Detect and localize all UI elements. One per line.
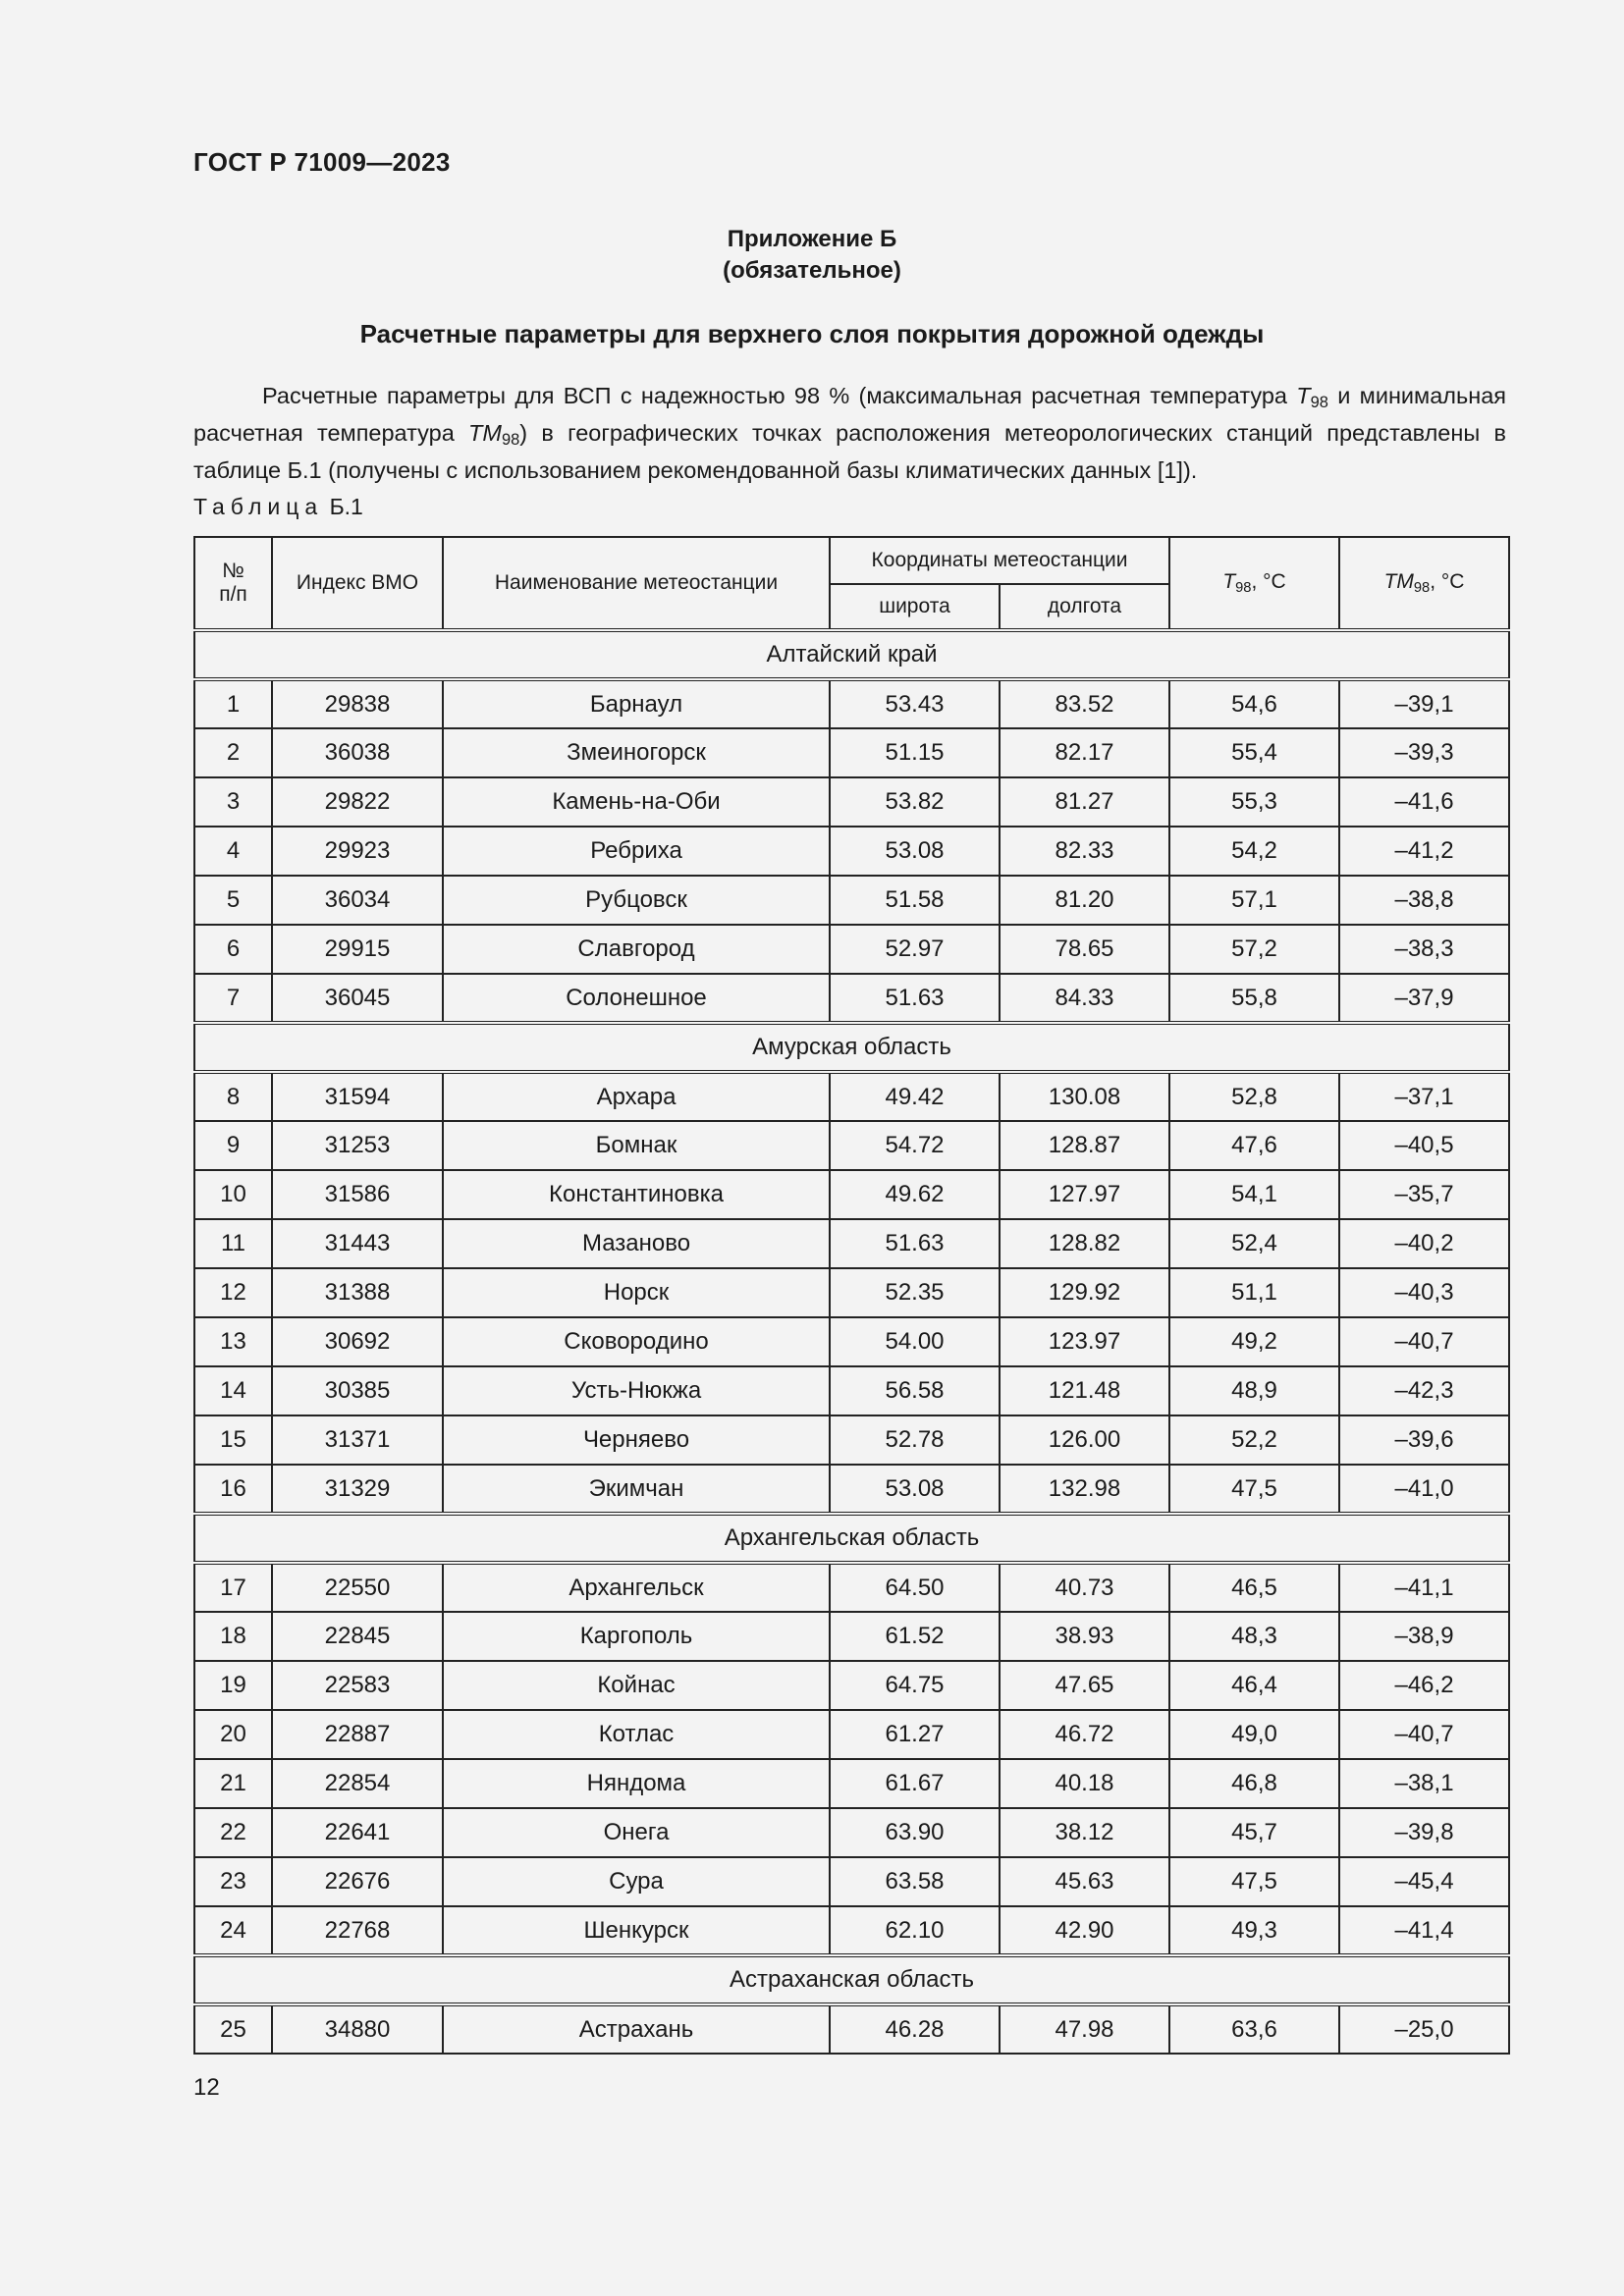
cell-num: 10 xyxy=(194,1170,272,1219)
cell-index: 22550 xyxy=(272,1563,443,1612)
cell-latitude: 46.28 xyxy=(830,2004,1000,2054)
cell-t98: 55,3 xyxy=(1169,777,1339,827)
cell-num: 6 xyxy=(194,925,272,974)
cell-longitude: 38.93 xyxy=(1000,1612,1169,1661)
cell-latitude: 54.72 xyxy=(830,1121,1000,1170)
cell-longitude: 47.98 xyxy=(1000,2004,1169,2054)
cell-num: 8 xyxy=(194,1072,272,1121)
cell-index: 22845 xyxy=(272,1612,443,1661)
cell-longitude: 81.20 xyxy=(1000,876,1169,925)
cell-tm98: –40,7 xyxy=(1339,1710,1509,1759)
cell-tm98: –38,8 xyxy=(1339,876,1509,925)
cell-latitude: 52.97 xyxy=(830,925,1000,974)
cell-latitude: 53.08 xyxy=(830,827,1000,876)
cell-index: 31443 xyxy=(272,1219,443,1268)
table-row xyxy=(194,1465,1509,1514)
cell-t98: 54,6 xyxy=(1169,679,1339,728)
cell-longitude: 129.92 xyxy=(1000,1268,1169,1317)
cell-longitude: 128.87 xyxy=(1000,1121,1169,1170)
cell-longitude: 45.63 xyxy=(1000,1857,1169,1906)
cell-tm98: –35,7 xyxy=(1339,1170,1509,1219)
table-row xyxy=(194,1612,1509,1661)
cell-num: 16 xyxy=(194,1465,272,1514)
header-station-name: Наименование метеостанции xyxy=(443,537,830,630)
cell-latitude: 49.62 xyxy=(830,1170,1000,1219)
region-name: Амурская область xyxy=(194,1023,1509,1072)
table-row xyxy=(194,2004,1509,2054)
cell-num: 2 xyxy=(194,728,272,777)
cell-t98: 47,5 xyxy=(1169,1857,1339,1906)
cell-t98: 57,2 xyxy=(1169,925,1339,974)
table-row xyxy=(194,1808,1509,1857)
cell-index: 29915 xyxy=(272,925,443,974)
cell-longitude: 132.98 xyxy=(1000,1465,1169,1514)
table-row xyxy=(194,777,1509,827)
cell-longitude: 123.97 xyxy=(1000,1317,1169,1366)
cell-tm98: –42,3 xyxy=(1339,1366,1509,1415)
cell-station-name: Камень-на-Оби xyxy=(443,777,830,827)
cell-tm98: –41,2 xyxy=(1339,827,1509,876)
cell-station-name: Сковородино xyxy=(443,1317,830,1366)
cell-tm98: –45,4 xyxy=(1339,1857,1509,1906)
appendix-subtitle: (обязательное) xyxy=(723,257,901,284)
cell-station-name: Бомнак xyxy=(443,1121,830,1170)
cell-num: 20 xyxy=(194,1710,272,1759)
cell-t98: 55,4 xyxy=(1169,728,1339,777)
cell-latitude: 61.67 xyxy=(830,1759,1000,1808)
table-body xyxy=(194,630,1509,2054)
cell-station-name: Мазаново xyxy=(443,1219,830,1268)
cell-t98: 46,4 xyxy=(1169,1661,1339,1710)
cell-tm98: –39,3 xyxy=(1339,728,1509,777)
cell-longitude: 127.97 xyxy=(1000,1170,1169,1219)
cell-tm98: –25,0 xyxy=(1339,2004,1509,2054)
cell-latitude: 51.58 xyxy=(830,876,1000,925)
table-row xyxy=(194,1268,1509,1317)
table-row xyxy=(194,1415,1509,1465)
table-row xyxy=(194,827,1509,876)
cell-t98: 48,9 xyxy=(1169,1366,1339,1415)
cell-num: 14 xyxy=(194,1366,272,1415)
intro-paragraph: Расчетные параметры для ВСП с надежностью 98 % (максимальная расчетная температура $T_{98}$ и минимальная расчетная температура $TM_{98}$) в географических точках расположения метеорологических станций представлены в таблице Б.1 (получены с использованием рекомендованной базы климатических данных [1]). xyxy=(193,383,1506,483)
table-row xyxy=(194,1170,1509,1219)
cell-index: 31329 xyxy=(272,1465,443,1514)
cell-index: 36034 xyxy=(272,876,443,925)
table-row xyxy=(194,1563,1509,1612)
header-longitude: долгота xyxy=(1000,584,1169,630)
cell-t98: 57,1 xyxy=(1169,876,1339,925)
cell-tm98: –38,9 xyxy=(1339,1612,1509,1661)
cell-t98: 49,0 xyxy=(1169,1710,1339,1759)
cell-latitude: 63.90 xyxy=(830,1808,1000,1857)
cell-latitude: 53.43 xyxy=(830,679,1000,728)
cell-tm98: –46,2 xyxy=(1339,1661,1509,1710)
cell-index: 34880 xyxy=(272,2004,443,2054)
cell-station-name: Архара xyxy=(443,1072,830,1121)
cell-num: 9 xyxy=(194,1121,272,1170)
cell-t98: 63,6 xyxy=(1169,2004,1339,2054)
cell-tm98: –37,1 xyxy=(1339,1072,1509,1121)
cell-station-name: Норск xyxy=(443,1268,830,1317)
cell-station-name: Солонешное xyxy=(443,974,830,1023)
table-row xyxy=(194,876,1509,925)
cell-tm98: –40,3 xyxy=(1339,1268,1509,1317)
cell-station-name: Архангельск xyxy=(443,1563,830,1612)
cell-num: 7 xyxy=(194,974,272,1023)
cell-num: 3 xyxy=(194,777,272,827)
header-coordinates: Координаты метеостанции xyxy=(830,537,1169,584)
cell-num: 21 xyxy=(194,1759,272,1808)
cell-num: 15 xyxy=(194,1415,272,1465)
cell-station-name: Барнаул xyxy=(443,679,830,728)
table-row xyxy=(194,1219,1509,1268)
page-number: 12 xyxy=(193,2074,220,2101)
cell-station-name: Астрахань xyxy=(443,2004,830,2054)
cell-station-name: Котлас xyxy=(443,1710,830,1759)
cell-longitude: 83.52 xyxy=(1000,679,1169,728)
table-row xyxy=(194,925,1509,974)
cell-t98: 54,2 xyxy=(1169,827,1339,876)
cell-latitude: 49.42 xyxy=(830,1072,1000,1121)
table-row xyxy=(194,1759,1509,1808)
table-row xyxy=(194,1710,1509,1759)
table-row xyxy=(194,728,1509,777)
cell-longitude: 84.33 xyxy=(1000,974,1169,1023)
cell-num: 24 xyxy=(194,1906,272,1955)
table-row xyxy=(194,1661,1509,1710)
region-name: Архангельская область xyxy=(194,1514,1509,1563)
cell-t98: 45,7 xyxy=(1169,1808,1339,1857)
region-row xyxy=(194,1514,1509,1563)
cell-t98: 46,5 xyxy=(1169,1563,1339,1612)
cell-tm98: –39,6 xyxy=(1339,1415,1509,1465)
table-row xyxy=(194,1906,1509,1955)
table-row xyxy=(194,679,1509,728)
cell-station-name: Экимчан xyxy=(443,1465,830,1514)
region-name: Астраханская область xyxy=(194,1955,1509,2004)
section-title: Расчетные параметры для верхнего слоя покрытия дорожной одежды xyxy=(359,319,1265,348)
cell-index: 31586 xyxy=(272,1170,443,1219)
cell-station-name: Онега xyxy=(443,1808,830,1857)
cell-index: 31253 xyxy=(272,1121,443,1170)
cell-tm98: –41,6 xyxy=(1339,777,1509,827)
cell-index: 30692 xyxy=(272,1317,443,1366)
cell-num: 13 xyxy=(194,1317,272,1366)
cell-latitude: 53.08 xyxy=(830,1465,1000,1514)
cell-t98: 47,6 xyxy=(1169,1121,1339,1170)
cell-tm98: –41,1 xyxy=(1339,1563,1509,1612)
header-index: Индекс ВМО xyxy=(272,537,443,630)
table-caption: Таблица Б.1 xyxy=(193,494,363,519)
document-code: ГОСТ Р 71009—2023 xyxy=(193,147,451,177)
cell-station-name: Каргополь xyxy=(443,1612,830,1661)
header-num: № п/п xyxy=(194,537,272,630)
table-row xyxy=(194,1366,1509,1415)
table-row xyxy=(194,974,1509,1023)
stations-table xyxy=(193,536,1510,2055)
table-row xyxy=(194,1857,1509,1906)
cell-index: 30385 xyxy=(272,1366,443,1415)
cell-longitude: 42.90 xyxy=(1000,1906,1169,1955)
cell-index: 31594 xyxy=(272,1072,443,1121)
cell-latitude: 52.35 xyxy=(830,1268,1000,1317)
header-t98: $T_{98}$, °C xyxy=(1169,537,1339,630)
cell-index: 29923 xyxy=(272,827,443,876)
cell-longitude: 46.72 xyxy=(1000,1710,1169,1759)
cell-num: 12 xyxy=(194,1268,272,1317)
header-latitude: широта xyxy=(830,584,1000,630)
cell-index: 31371 xyxy=(272,1415,443,1465)
cell-station-name: Змеиногорск xyxy=(443,728,830,777)
cell-num: 19 xyxy=(194,1661,272,1710)
cell-latitude: 52.78 xyxy=(830,1415,1000,1465)
cell-tm98: –37,9 xyxy=(1339,974,1509,1023)
cell-t98: 54,1 xyxy=(1169,1170,1339,1219)
region-row xyxy=(194,1023,1509,1072)
appendix-title: Приложение Б xyxy=(727,226,897,252)
cell-latitude: 63.58 xyxy=(830,1857,1000,1906)
cell-num: 5 xyxy=(194,876,272,925)
cell-t98: 48,3 xyxy=(1169,1612,1339,1661)
cell-index: 22641 xyxy=(272,1808,443,1857)
cell-longitude: 38.12 xyxy=(1000,1808,1169,1857)
cell-station-name: Шенкурск xyxy=(443,1906,830,1955)
cell-num: 25 xyxy=(194,2004,272,2054)
cell-station-name: Ребриха xyxy=(443,827,830,876)
cell-latitude: 64.50 xyxy=(830,1563,1000,1612)
cell-num: 11 xyxy=(194,1219,272,1268)
cell-tm98: –39,8 xyxy=(1339,1808,1509,1857)
cell-latitude: 64.75 xyxy=(830,1661,1000,1710)
table-row xyxy=(194,1317,1509,1366)
cell-num: 18 xyxy=(194,1612,272,1661)
cell-num: 17 xyxy=(194,1563,272,1612)
cell-index: 22676 xyxy=(272,1857,443,1906)
cell-num: 1 xyxy=(194,679,272,728)
cell-t98: 52,2 xyxy=(1169,1415,1339,1465)
cell-latitude: 61.52 xyxy=(830,1612,1000,1661)
cell-station-name: Рубцовск xyxy=(443,876,830,925)
cell-tm98: –38,3 xyxy=(1339,925,1509,974)
cell-latitude: 51.15 xyxy=(830,728,1000,777)
cell-tm98: –41,0 xyxy=(1339,1465,1509,1514)
cell-latitude: 56.58 xyxy=(830,1366,1000,1415)
cell-station-name: Сура xyxy=(443,1857,830,1906)
cell-t98: 49,2 xyxy=(1169,1317,1339,1366)
cell-index: 29838 xyxy=(272,679,443,728)
cell-index: 22887 xyxy=(272,1710,443,1759)
cell-longitude: 121.48 xyxy=(1000,1366,1169,1415)
cell-t98: 46,8 xyxy=(1169,1759,1339,1808)
region-name: Алтайский край xyxy=(194,630,1509,679)
cell-tm98: –40,7 xyxy=(1339,1317,1509,1366)
table-row xyxy=(194,1121,1509,1170)
cell-latitude: 54.00 xyxy=(830,1317,1000,1366)
cell-num: 4 xyxy=(194,827,272,876)
cell-num: 22 xyxy=(194,1808,272,1857)
cell-longitude: 40.18 xyxy=(1000,1759,1169,1808)
cell-index: 22768 xyxy=(272,1906,443,1955)
cell-longitude: 82.17 xyxy=(1000,728,1169,777)
cell-t98: 52,8 xyxy=(1169,1072,1339,1121)
cell-t98: 52,4 xyxy=(1169,1219,1339,1268)
region-row xyxy=(194,630,1509,679)
cell-station-name: Усть-Нюкжа xyxy=(443,1366,830,1415)
cell-station-name: Койнас xyxy=(443,1661,830,1710)
cell-latitude: 53.82 xyxy=(830,777,1000,827)
cell-num: 23 xyxy=(194,1857,272,1906)
cell-t98: 51,1 xyxy=(1169,1268,1339,1317)
cell-tm98: –38,1 xyxy=(1339,1759,1509,1808)
cell-longitude: 82.33 xyxy=(1000,827,1169,876)
cell-station-name: Славгород xyxy=(443,925,830,974)
cell-t98: 49,3 xyxy=(1169,1906,1339,1955)
cell-station-name: Константиновка xyxy=(443,1170,830,1219)
table-row xyxy=(194,1072,1509,1121)
cell-station-name: Черняево xyxy=(443,1415,830,1465)
cell-longitude: 128.82 xyxy=(1000,1219,1169,1268)
region-row xyxy=(194,1955,1509,2004)
cell-longitude: 40.73 xyxy=(1000,1563,1169,1612)
cell-t98: 55,8 xyxy=(1169,974,1339,1023)
cell-latitude: 61.27 xyxy=(830,1710,1000,1759)
cell-tm98: –39,1 xyxy=(1339,679,1509,728)
header-tm98: $TM_{98}$, °C xyxy=(1339,537,1509,630)
cell-latitude: 51.63 xyxy=(830,974,1000,1023)
cell-longitude: 47.65 xyxy=(1000,1661,1169,1710)
cell-index: 36045 xyxy=(272,974,443,1023)
cell-index: 29822 xyxy=(272,777,443,827)
cell-station-name: Няндома xyxy=(443,1759,830,1808)
cell-tm98: –40,5 xyxy=(1339,1121,1509,1170)
cell-index: 31388 xyxy=(272,1268,443,1317)
cell-tm98: –41,4 xyxy=(1339,1906,1509,1955)
cell-index: 22854 xyxy=(272,1759,443,1808)
cell-index: 22583 xyxy=(272,1661,443,1710)
cell-t98: 47,5 xyxy=(1169,1465,1339,1514)
cell-latitude: 51.63 xyxy=(830,1219,1000,1268)
cell-tm98: –40,2 xyxy=(1339,1219,1509,1268)
cell-longitude: 130.08 xyxy=(1000,1072,1169,1121)
cell-longitude: 78.65 xyxy=(1000,925,1169,974)
cell-longitude: 81.27 xyxy=(1000,777,1169,827)
cell-longitude: 126.00 xyxy=(1000,1415,1169,1465)
cell-index: 36038 xyxy=(272,728,443,777)
cell-latitude: 62.10 xyxy=(830,1906,1000,1955)
